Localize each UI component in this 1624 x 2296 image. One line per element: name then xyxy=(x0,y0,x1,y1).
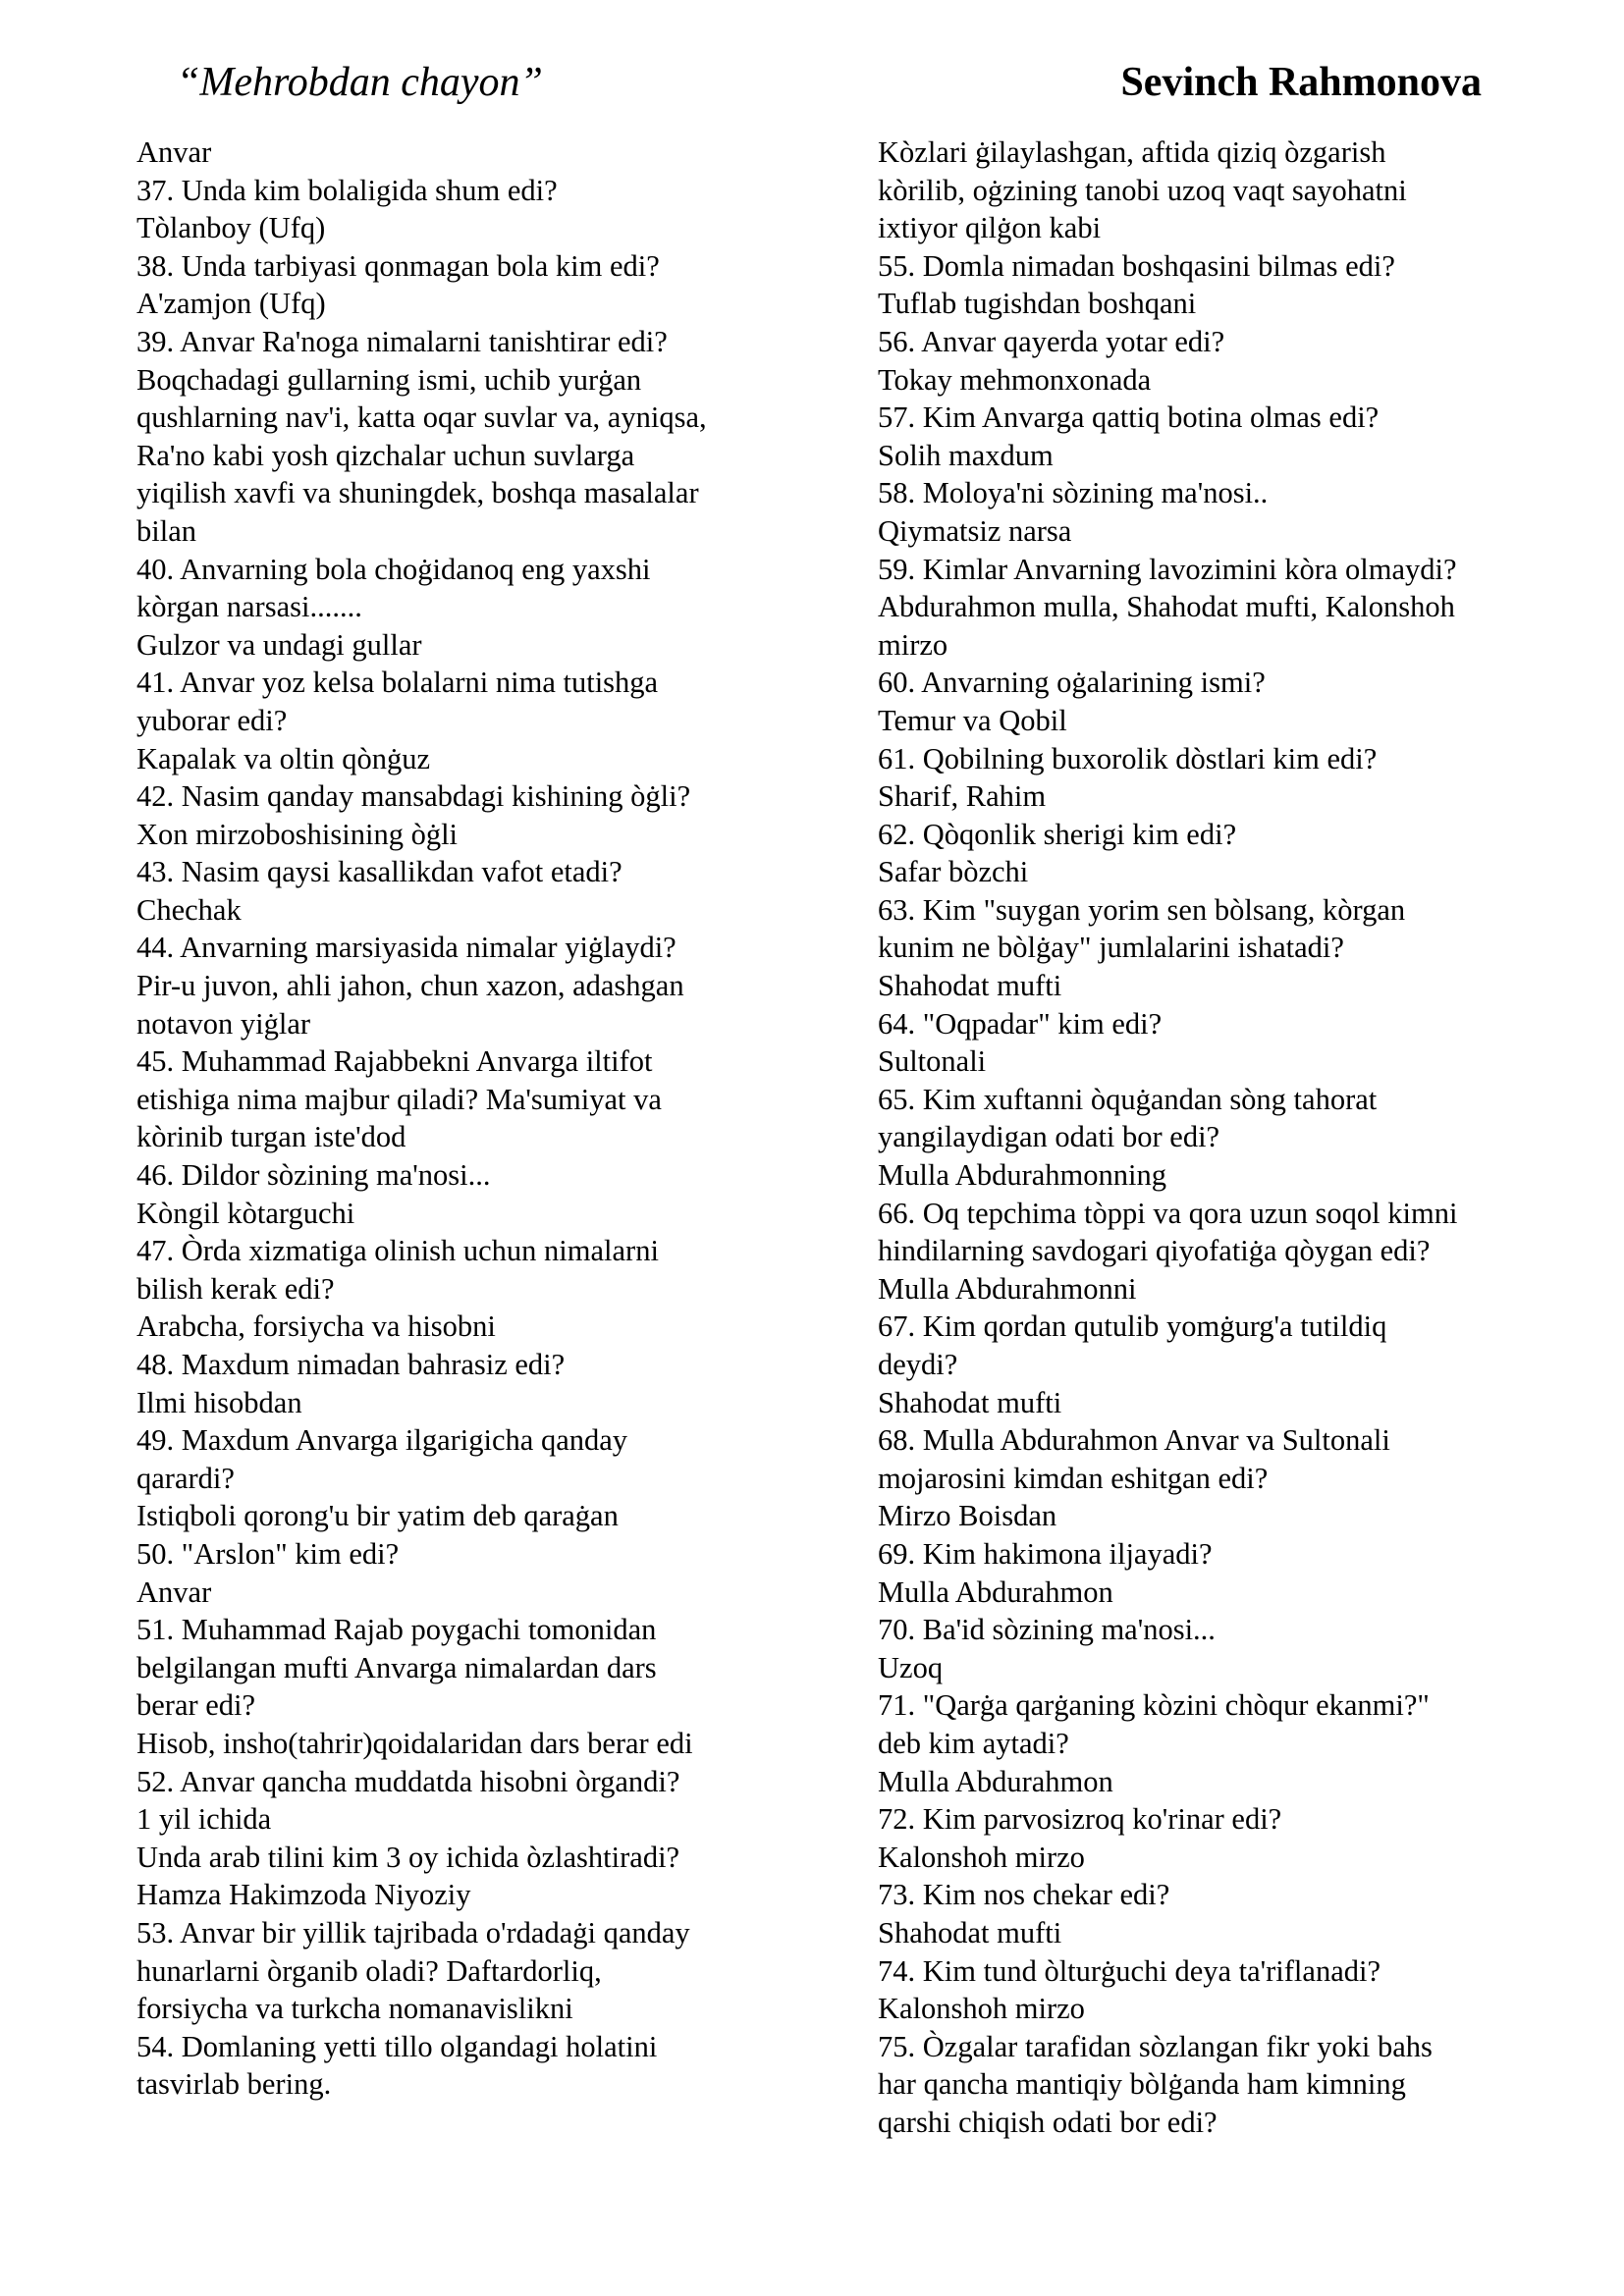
text-line: Kòngil kòtarguchi xyxy=(136,1196,355,1230)
text-line: 56. Anvar qayerda yotar edi? xyxy=(878,324,1225,358)
text-line: 65. Kim xuftanni òquġandan sòng tahorat xyxy=(878,1082,1378,1116)
text-line: 66. Oq tepchima tòppi va qora uzun soqol kimni xyxy=(878,1196,1458,1230)
text-line: notavon yiġlar xyxy=(136,1006,311,1041)
text-line: tasvirlab bering. xyxy=(136,2067,332,2102)
text-line: kòrinib turgan iste'dod xyxy=(136,1120,406,1154)
text-line: 73. Kim nos chekar edi? xyxy=(878,1878,1170,1912)
text-line: Safar bòzchi xyxy=(878,855,1029,889)
text-line: yiqilish xavfi va shuningdek, boshqa masalalar xyxy=(136,476,699,510)
text-line: Mulla Abdurahmonni xyxy=(878,1271,1137,1306)
text-line: bilan xyxy=(136,513,196,548)
text-line: 68. Mulla Abdurahmon Anvar va Sultonali xyxy=(878,1423,1390,1458)
text-line: 59. Kimlar Anvarning lavozimini kòra olmaydi? xyxy=(878,552,1457,586)
text-line: Temur va Qobil xyxy=(878,703,1067,737)
text-line: 43. Nasim qaysi kasallikdan vafot etadi? xyxy=(136,855,623,889)
text-line: Shahodat mufti xyxy=(878,969,1062,1003)
text-line: Chechak xyxy=(136,892,242,927)
text-line: hindilarning savdogari qiyofatiġa qòygan edi? xyxy=(878,1234,1431,1268)
text-line: yuborar edi? xyxy=(136,703,288,737)
text-line: Istiqboli qorong'u bir yatim deb qaraġan xyxy=(136,1499,619,1533)
text-line: A'zamjon (Ufq) xyxy=(136,287,326,321)
text-line: Anvar xyxy=(136,135,212,169)
text-line: yangilaydigan odati bor edi? xyxy=(878,1120,1220,1154)
text-line: 57. Kim Anvarga qattiq botina olmas edi? xyxy=(878,400,1380,435)
text-line: 45. Muhammad Rajabbekni Anvarga iltifot xyxy=(136,1044,653,1079)
text-line: 51. Muhammad Rajab poygachi tomonidan xyxy=(136,1613,657,1647)
text-line: bilish kerak edi? xyxy=(136,1271,335,1306)
text-line: Gulzor va undagi gullar xyxy=(136,627,422,662)
text-line: Kalonshoh mirzo xyxy=(878,1992,1085,2026)
text-line: 53. Anvar bir yillik tajribada o'rdadaġi qanday xyxy=(136,1915,690,1949)
text-line: 72. Kim parvosizroq ko'rinar edi? xyxy=(878,1802,1282,1837)
text-line: 75. Òzgalar tarafidan sòzlangan fikr yoki bahs xyxy=(878,2029,1433,2063)
text-line: Ra'no kabi yosh qizchalar uchun suvlarga xyxy=(136,438,635,472)
text-line: 41. Anvar yoz kelsa bolalarni nima tutishga xyxy=(136,666,659,700)
text-line: mirzo xyxy=(878,627,948,662)
text-line: 70. Ba'id sòzining ma'nosi... xyxy=(878,1613,1216,1647)
text-line: Shahodat mufti xyxy=(878,1385,1062,1419)
text-line: Tuflab tugishdan boshqani xyxy=(878,287,1197,321)
text-line: 46. Dildor sòzining ma'nosi... xyxy=(136,1158,491,1193)
text-line: 61. Qobilning buxorolik dòstlari kim edi? xyxy=(878,741,1378,775)
text-line: deydi? xyxy=(878,1348,958,1381)
text-line: berar edi? xyxy=(136,1688,256,1723)
text-line: 1 yil ichida xyxy=(136,1802,272,1837)
text-line: Pir-u juvon, ahli jahon, chun xazon, adashgan xyxy=(136,969,684,1003)
text-line: Arabcha, forsiycha va hisobni xyxy=(136,1309,496,1344)
text-line: qarardi? xyxy=(136,1461,235,1495)
text-line: Unda arab tilini kim 3 oy ichida òzlashtiradi? xyxy=(136,1840,680,1874)
text-line: 58. Moloya'ni sòzining ma'nosi.. xyxy=(878,476,1269,510)
text-line: qushlarning nav'i, katta oqar suvlar va, ayniqsa, xyxy=(136,400,707,435)
text-line: 54. Domlaning yetti tillo olgandagi holatini xyxy=(136,2029,658,2063)
text-line: Hisob, insho(tahrir)qoidalaridan dars berar edi xyxy=(136,1726,693,1760)
text-line: kòrilib, oġzining tanobi uzoq vaqt sayohatni xyxy=(878,173,1407,207)
text-line: Mulla Abdurahmon xyxy=(878,1575,1113,1609)
text-line: 52. Anvar qancha muddatda hisobni òrgandi? xyxy=(136,1764,680,1798)
text-line: Kòzlari ġilaylashgan, aftida qiziq òzgarish xyxy=(878,135,1386,169)
text-line: Ilmi hisobdan xyxy=(136,1385,302,1419)
author-name: Sevinch Rahmonova xyxy=(1120,60,1482,105)
text-line: Abdurahmon mulla, Shahodat mufti, Kalonshoh xyxy=(878,590,1455,624)
text-line: Xon mirzoboshisining òġli xyxy=(136,817,459,851)
text-line: mojarosini kimdan eshitgan edi? xyxy=(878,1461,1269,1495)
text-line: kunim ne bòlġay" jumlalarini ishatadi? xyxy=(878,931,1344,965)
text-line: 37. Unda kim bolaligida shum edi? xyxy=(136,173,558,207)
text-line: Mulla Abdurahmonning xyxy=(878,1158,1166,1193)
text-line: 74. Kim tund òlturġuchi deya ta'riflanadi? xyxy=(878,1953,1380,1988)
text-line: har qancha mantiqiy bòlġanda ham kimning xyxy=(878,2067,1406,2102)
text-line: 69. Kim hakimona iljayadi? xyxy=(878,1536,1213,1571)
text-line: 63. Kim "suygan yorim sen bòlsang, kòrgan xyxy=(878,892,1406,927)
text-line: 38. Unda tarbiyasi qonmagan bola kim edi? xyxy=(136,248,660,283)
text-line: belgilangan mufti Anvarga nimalardan dars xyxy=(136,1650,657,1684)
text-line: etishiga nima majbur qiladi? Ma'sumiyat va xyxy=(136,1082,662,1116)
text-line: Tokay mehmonxonada xyxy=(878,362,1152,397)
text-line: qarshi chiqish odati bor edi? xyxy=(878,2105,1218,2139)
text-line: Kapalak va oltin qònġuz xyxy=(136,741,430,775)
text-line: 67. Kim qordan qutulib yomġurg'a tutildiq xyxy=(878,1309,1387,1344)
text-line: 48. Maxdum nimadan bahrasiz edi? xyxy=(136,1348,566,1381)
text-line: 44. Anvarning marsiyasida nimalar yiġlaydi? xyxy=(136,931,677,965)
text-line: hunarlarni òrganib oladi? Daftardorliq, xyxy=(136,1953,602,1988)
text-line: Anvar xyxy=(136,1575,212,1609)
text-line: forsiycha va turkcha nomanavislikni xyxy=(136,1992,573,2026)
text-line: Qiymatsiz narsa xyxy=(878,513,1072,548)
text-line: Sultonali xyxy=(878,1044,987,1079)
book-title: “Mehrobdan chayon” xyxy=(177,60,543,105)
text-line: 49. Maxdum Anvarga ilgarigicha qanday xyxy=(136,1423,628,1458)
text-line: ixtiyor qilġon kabi xyxy=(878,211,1102,245)
text-line: 60. Anvarning oġalarining ismi? xyxy=(878,666,1266,700)
text-line: 71. "Qarġa qarġaning kòzini chòqur ekanmi?" xyxy=(878,1688,1430,1723)
left-text-column xyxy=(136,133,775,2104)
text-line: Hamza Hakimzoda Niyoziy xyxy=(136,1878,471,1912)
text-line: Mulla Abdurahmon xyxy=(878,1764,1113,1798)
right-text-column xyxy=(878,133,1536,2141)
text-line: Solih maxdum xyxy=(878,438,1054,472)
text-line: Sharif, Rahim xyxy=(878,779,1047,814)
text-line: Uzoq xyxy=(878,1650,944,1684)
text-line: Boqchadagi gullarning ismi, uchib yurġan xyxy=(136,362,642,397)
text-line: 62. Qòqonlik sherigi kim edi? xyxy=(878,817,1237,851)
text-line: Tòlanboy (Ufq) xyxy=(136,211,326,245)
text-line: 47. Òrda xizmatiga olinish uchun nimalarni xyxy=(136,1234,659,1268)
text-line: Shahodat mufti xyxy=(878,1915,1062,1949)
text-line: 39. Anvar Ra'noga nimalarni tanishtirar edi? xyxy=(136,324,668,358)
text-line: 42. Nasim qanday mansabdagi kishining òġli? xyxy=(136,779,691,814)
text-line: 64. "Oqpadar" kim edi? xyxy=(878,1006,1163,1041)
text-line: 40. Anvarning bola choġidanoq eng yaxshi xyxy=(136,552,651,586)
text-line: kòrgan narsasi....... xyxy=(136,590,362,624)
text-line: Mirzo Boisdan xyxy=(878,1499,1057,1533)
text-line: deb kim aytadi? xyxy=(878,1726,1069,1760)
text-line: Kalonshoh mirzo xyxy=(878,1840,1085,1874)
text-line: 55. Domla nimadan boshqasini bilmas edi? xyxy=(878,248,1395,283)
text-line: 50. "Arslon" kim edi? xyxy=(136,1536,400,1571)
